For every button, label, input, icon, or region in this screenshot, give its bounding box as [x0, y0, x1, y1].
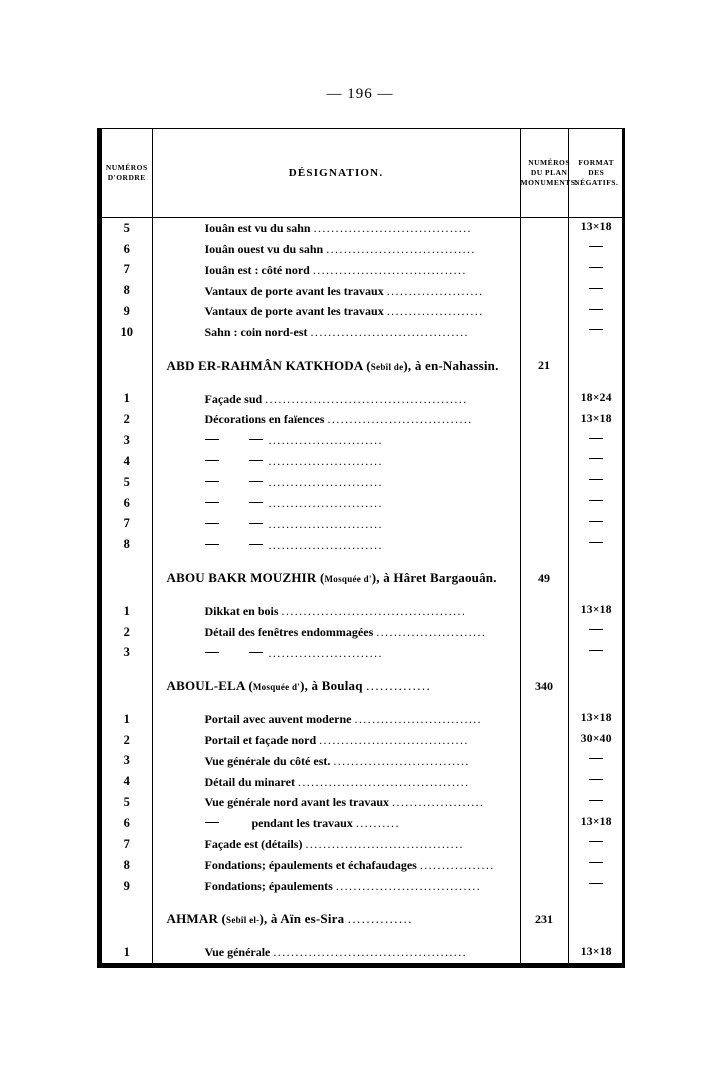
leader-dots: ...................... — [386, 304, 484, 319]
row-designation-text: Iouân est : côté nord — [204, 262, 313, 277]
leader-dots: .......................... — [268, 433, 383, 448]
leader-dots: .......................... — [268, 454, 383, 469]
ditto-dash — [249, 523, 263, 524]
row-plan-number — [520, 750, 568, 771]
row-plan-number — [520, 771, 568, 792]
row-format — [568, 621, 624, 642]
row-order-number: 8 — [102, 280, 152, 301]
row-order-number: 5 — [102, 218, 152, 239]
table-row — [102, 621, 624, 642]
row-plan-number — [520, 642, 568, 663]
ditto-dash — [249, 652, 263, 653]
row-designation — [152, 451, 520, 472]
row-designation — [152, 792, 520, 813]
table-row — [102, 834, 624, 855]
ditto-dash — [589, 329, 603, 330]
ditto-dash — [589, 500, 603, 501]
row-format — [568, 472, 624, 493]
row-plan-number: 231 — [520, 907, 568, 932]
table-body — [102, 218, 624, 964]
table-row — [102, 472, 624, 493]
table-row — [102, 218, 624, 239]
leader-dots: ................. — [419, 857, 495, 872]
row-order-number: 1 — [102, 709, 152, 730]
row-format: 13×18 — [568, 218, 624, 239]
row-format — [568, 430, 624, 451]
row-format — [568, 565, 624, 590]
section-heading-qualifier: Mosquée d' — [252, 682, 301, 693]
spacer-row — [102, 555, 624, 565]
row-order-number: 5 — [102, 792, 152, 813]
row-designation — [152, 472, 520, 493]
row-format — [568, 750, 624, 771]
row-order-number: 4 — [102, 771, 152, 792]
row-designation — [152, 280, 520, 301]
row-order-number: 5 — [102, 472, 152, 493]
ditto-dash — [589, 521, 603, 522]
row-designation-text: Vantaux de porte avant les travaux — [204, 283, 387, 298]
column-header-order-line1: NUMÉROS — [105, 162, 148, 172]
row-designation — [152, 621, 520, 642]
leader-dots: .................................... — [313, 221, 472, 236]
row-plan-number — [520, 621, 568, 642]
leader-dots: .................................. — [319, 732, 469, 747]
row-plan-number — [520, 855, 568, 876]
row-format: 13×18 — [568, 409, 624, 430]
row-plan-number — [520, 729, 568, 750]
leader-dots: .................................... — [305, 837, 464, 852]
row-plan-number — [520, 322, 568, 343]
row-order-number: 6 — [102, 492, 152, 513]
row-order-number: 9 — [102, 301, 152, 322]
row-designation-text: Iouân est vu du sahn — [204, 221, 314, 236]
ditto-dash — [589, 458, 603, 459]
row-designation — [152, 750, 520, 771]
row-format: 30×40 — [568, 729, 624, 750]
row-order-number: 3 — [102, 430, 152, 451]
page-number: — 196 — — [326, 86, 394, 102]
row-designation-text: pendant les travaux — [251, 816, 356, 831]
row-plan-number — [520, 813, 568, 834]
leader-dots: ................................. — [335, 878, 482, 893]
ditto-dash — [249, 439, 263, 440]
column-header-order-line2: D'ORDRE — [107, 173, 146, 182]
leader-dots: .......................................... — [281, 603, 467, 618]
ditto-dash — [249, 460, 263, 461]
table-row — [102, 513, 624, 534]
row-plan-number — [520, 600, 568, 621]
leader-dots: ................................... — [312, 262, 467, 277]
row-order-number — [102, 907, 152, 932]
column-header-plan-line3: MONUMENTS. — [520, 178, 578, 188]
row-designation — [152, 430, 520, 451]
section-heading-qualifier: Mosquée d' — [324, 574, 372, 585]
row-designation — [152, 492, 520, 513]
row-format — [568, 834, 624, 855]
leader-dots: .......................... — [268, 645, 383, 660]
row-order-number: 1 — [102, 600, 152, 621]
table-row — [102, 534, 624, 555]
row-designation — [152, 513, 520, 534]
row-designation-text: Fondations; épaulements — [204, 878, 336, 893]
table-row — [102, 259, 624, 280]
row-designation — [152, 709, 520, 730]
column-header-format — [568, 129, 624, 218]
table-row — [102, 565, 624, 590]
row-format: 13×18 — [568, 813, 624, 834]
table-head — [102, 129, 624, 218]
row-order-number: 7 — [102, 259, 152, 280]
ditto-dash — [589, 862, 603, 863]
leader-dots: ....................................... — [297, 774, 470, 789]
table-row — [102, 600, 624, 621]
row-format — [568, 353, 624, 378]
ditto-dash — [249, 481, 263, 482]
table-row — [102, 792, 624, 813]
row-designation — [152, 534, 520, 555]
section-heading: AHMAR (Sebîl el-), à Aïn es-Sira .............. — [166, 911, 413, 927]
row-order-number: 6 — [102, 238, 152, 259]
section-heading: ABD ER-RAHMÂN KATKHODA (Sebîl de), à en-Nahassin. — [166, 357, 499, 373]
section-heading: ABOU BAKR MOUZHIR (Mosquée d'), à Hâret Bargaouân. — [166, 570, 497, 586]
row-plan-number — [520, 942, 568, 963]
row-designation — [152, 218, 520, 239]
table-row — [102, 388, 624, 409]
section-heading-tail: ), à en-Nahassin. — [403, 357, 499, 373]
row-order-number: 1 — [102, 942, 152, 963]
row-plan-number — [520, 280, 568, 301]
row-plan-number — [520, 709, 568, 730]
table-row — [102, 855, 624, 876]
row-designation — [152, 942, 520, 963]
row-designation-text: Façade sud — [204, 391, 266, 406]
row-plan-number — [520, 492, 568, 513]
row-order-number — [102, 353, 152, 378]
section-heading: ABOUL-ELA (Mosquée d'), à Boulaq .............. — [166, 678, 432, 694]
spacer-row — [102, 931, 624, 941]
leader-dots: .............................................. — [265, 391, 468, 406]
leader-dots: ............................................ — [273, 945, 467, 960]
row-format: 13×18 — [568, 942, 624, 963]
row-designation-text: Iouân ouest vu du sahn — [204, 241, 327, 256]
leader-dots: ...................... — [386, 283, 484, 298]
ditto-dash — [205, 822, 219, 823]
row-order-number: 10 — [102, 322, 152, 343]
table-row — [102, 729, 624, 750]
row-plan-number — [520, 218, 568, 239]
leader-dots: .............. — [347, 911, 413, 927]
leader-dots: .......................... — [268, 474, 383, 489]
row-order-number: 2 — [102, 621, 152, 642]
spacer-row — [102, 378, 624, 388]
ditto-dash — [589, 542, 603, 543]
ditto-dash — [205, 523, 219, 524]
ditto-dash — [589, 629, 603, 630]
leader-dots: .................................... — [310, 325, 469, 340]
table-row — [102, 451, 624, 472]
row-format — [568, 301, 624, 322]
row-designation — [152, 301, 520, 322]
row-format — [568, 642, 624, 663]
row-designation-text: Sahn : coin nord-est — [204, 325, 311, 340]
column-header-plan-line1: NUMÉROS — [528, 157, 571, 167]
ditto-dash — [205, 652, 219, 653]
table-row — [102, 409, 624, 430]
table-row — [102, 750, 624, 771]
leader-dots: ................................. — [327, 412, 473, 427]
table-row — [102, 280, 624, 301]
column-header-plan-line2: DU PLAN — [530, 167, 568, 177]
row-plan-number — [520, 409, 568, 430]
row-plan-number — [520, 259, 568, 280]
row-format — [568, 534, 624, 555]
row-order-number: 6 — [102, 813, 152, 834]
row-designation — [152, 771, 520, 792]
row-order-number: 3 — [102, 750, 152, 771]
table-row — [102, 238, 624, 259]
ditto-dash — [589, 650, 603, 651]
leader-dots: .............. — [366, 678, 432, 694]
row-format — [568, 451, 624, 472]
spacer-row — [102, 663, 624, 673]
row-order-number: 4 — [102, 451, 152, 472]
row-designation-text: Vue générale nord avant les travaux — [204, 795, 393, 810]
table-row — [102, 907, 624, 932]
column-header-format-line2: DES — [588, 167, 605, 177]
row-designation — [152, 259, 520, 280]
ditto-dash — [205, 439, 219, 440]
row-designation — [152, 409, 520, 430]
row-designation — [152, 388, 520, 409]
ditto-dash — [589, 267, 603, 268]
table-row — [102, 673, 624, 698]
row-plan-number: 49 — [520, 565, 568, 590]
row-designation-text: Façade est (détails) — [204, 837, 306, 852]
leader-dots: ..................... — [392, 795, 485, 810]
row-order-number: 8 — [102, 855, 152, 876]
spacer-row — [102, 343, 624, 353]
leader-dots: ............................. — [354, 711, 483, 726]
row-order-number: 7 — [102, 834, 152, 855]
row-plan-number — [520, 430, 568, 451]
row-format: 13×18 — [568, 600, 624, 621]
row-plan-number: 340 — [520, 673, 568, 698]
row-format — [568, 259, 624, 280]
row-designation-text: Décorations en faïences — [204, 412, 328, 427]
row-plan-number — [520, 238, 568, 259]
row-designation-text: Portail et façade nord — [204, 732, 320, 747]
ditto-dash — [589, 758, 603, 759]
row-order-number: 9 — [102, 875, 152, 896]
row-designation — [152, 238, 520, 259]
row-format — [568, 875, 624, 896]
ditto-dash — [589, 246, 603, 247]
row-plan-number — [520, 534, 568, 555]
table-row — [102, 709, 624, 730]
ditto-dash — [249, 502, 263, 503]
table-row — [102, 875, 624, 896]
row-format — [568, 855, 624, 876]
leader-dots: .......................... — [268, 537, 383, 552]
row-format — [568, 280, 624, 301]
ditto-dash — [589, 438, 603, 439]
row-plan-number — [520, 792, 568, 813]
table-row — [102, 813, 624, 834]
ditto-dash — [589, 309, 603, 310]
ditto-dash — [249, 544, 263, 545]
row-plan-number — [520, 451, 568, 472]
table-row — [102, 492, 624, 513]
row-order-number: 2 — [102, 729, 152, 750]
row-format — [568, 771, 624, 792]
row-format — [568, 673, 624, 698]
leader-dots: .................................. — [326, 241, 476, 256]
table-row — [102, 771, 624, 792]
table-row — [102, 430, 624, 451]
leader-dots: .......................... — [268, 495, 383, 510]
spacer-row — [102, 698, 624, 708]
row-plan-number — [520, 388, 568, 409]
table-row — [102, 642, 624, 663]
row-format — [568, 513, 624, 534]
row-designation-text: Dikkat en bois — [204, 603, 282, 618]
ditto-dash — [205, 544, 219, 545]
spacer-row — [102, 590, 624, 600]
leader-dots: ......................... — [376, 624, 487, 639]
leader-dots: .......................... — [268, 516, 383, 531]
table-row — [102, 942, 624, 963]
row-order-number: 7 — [102, 513, 152, 534]
row-plan-number — [520, 875, 568, 896]
row-designation — [152, 322, 520, 343]
row-designation-text: Vantaux de porte avant les travaux — [204, 304, 387, 319]
row-designation — [152, 729, 520, 750]
row-plan-number — [520, 301, 568, 322]
leader-dots: .......... — [355, 816, 400, 831]
column-header-order — [102, 129, 152, 218]
ditto-dash — [589, 800, 603, 801]
table-row — [102, 353, 624, 378]
row-plan-number — [520, 472, 568, 493]
row-plan-number: 21 — [520, 353, 568, 378]
ditto-dash — [589, 288, 603, 289]
column-header-plan — [520, 129, 578, 218]
ditto-dash — [205, 502, 219, 503]
row-plan-number — [520, 513, 568, 534]
row-format — [568, 907, 624, 932]
row-designation — [152, 642, 520, 663]
ditto-dash — [205, 481, 219, 482]
row-format — [568, 322, 624, 343]
row-format — [568, 492, 624, 513]
table-row — [102, 301, 624, 322]
ditto-dash — [589, 479, 603, 480]
row-designation-text: Détail des fenêtres endommagées — [204, 624, 377, 639]
ditto-dash — [589, 779, 603, 780]
row-designation-text: Portail avec auvent moderne — [204, 711, 355, 726]
column-header-format-line3: NÉGATIFS. — [574, 178, 619, 188]
row-designation-text: Fondations; épaulements et échafaudages — [204, 857, 420, 872]
ditto-dash — [589, 883, 603, 884]
row-order-number: 1 — [102, 388, 152, 409]
catalog-table-container — [97, 128, 625, 968]
row-designation — [152, 834, 520, 855]
section-heading-qualifier: Sebîl el- — [226, 915, 260, 926]
column-header-format-line1: FORMAT — [578, 157, 615, 167]
row-format: 13×18 — [568, 709, 624, 730]
section-heading-qualifier: Sebîl de — [370, 361, 404, 372]
row-order-number — [102, 673, 152, 698]
column-header-designation: DÉSIGNATION. — [152, 129, 520, 218]
table-row — [102, 322, 624, 343]
row-order-number — [102, 565, 152, 590]
row-designation — [152, 600, 520, 621]
row-order-number: 3 — [102, 642, 152, 663]
section-heading-tail: ), à Boulaq — [300, 678, 367, 694]
row-order-number: 2 — [102, 409, 152, 430]
row-plan-number — [520, 834, 568, 855]
ditto-dash — [589, 841, 603, 842]
row-designation-text: Vue générale du côté est. — [204, 753, 334, 768]
row-designation — [152, 875, 520, 896]
spacer-row — [102, 896, 624, 906]
row-designation — [152, 855, 520, 876]
row-designation — [152, 813, 520, 834]
row-designation-text: Vue générale — [204, 945, 274, 960]
section-heading-tail: ), à Aïn es-Sira — [259, 911, 348, 927]
section-heading-tail: ), à Hâret Bargaouân. — [371, 570, 497, 586]
ditto-dash — [205, 460, 219, 461]
row-format: 18×24 — [568, 388, 624, 409]
row-designation-text: Détail du minaret — [204, 774, 298, 789]
row-order-number: 8 — [102, 534, 152, 555]
leader-dots: ............................... — [333, 753, 470, 768]
row-format — [568, 238, 624, 259]
catalog-table — [102, 129, 624, 963]
row-format — [568, 792, 624, 813]
